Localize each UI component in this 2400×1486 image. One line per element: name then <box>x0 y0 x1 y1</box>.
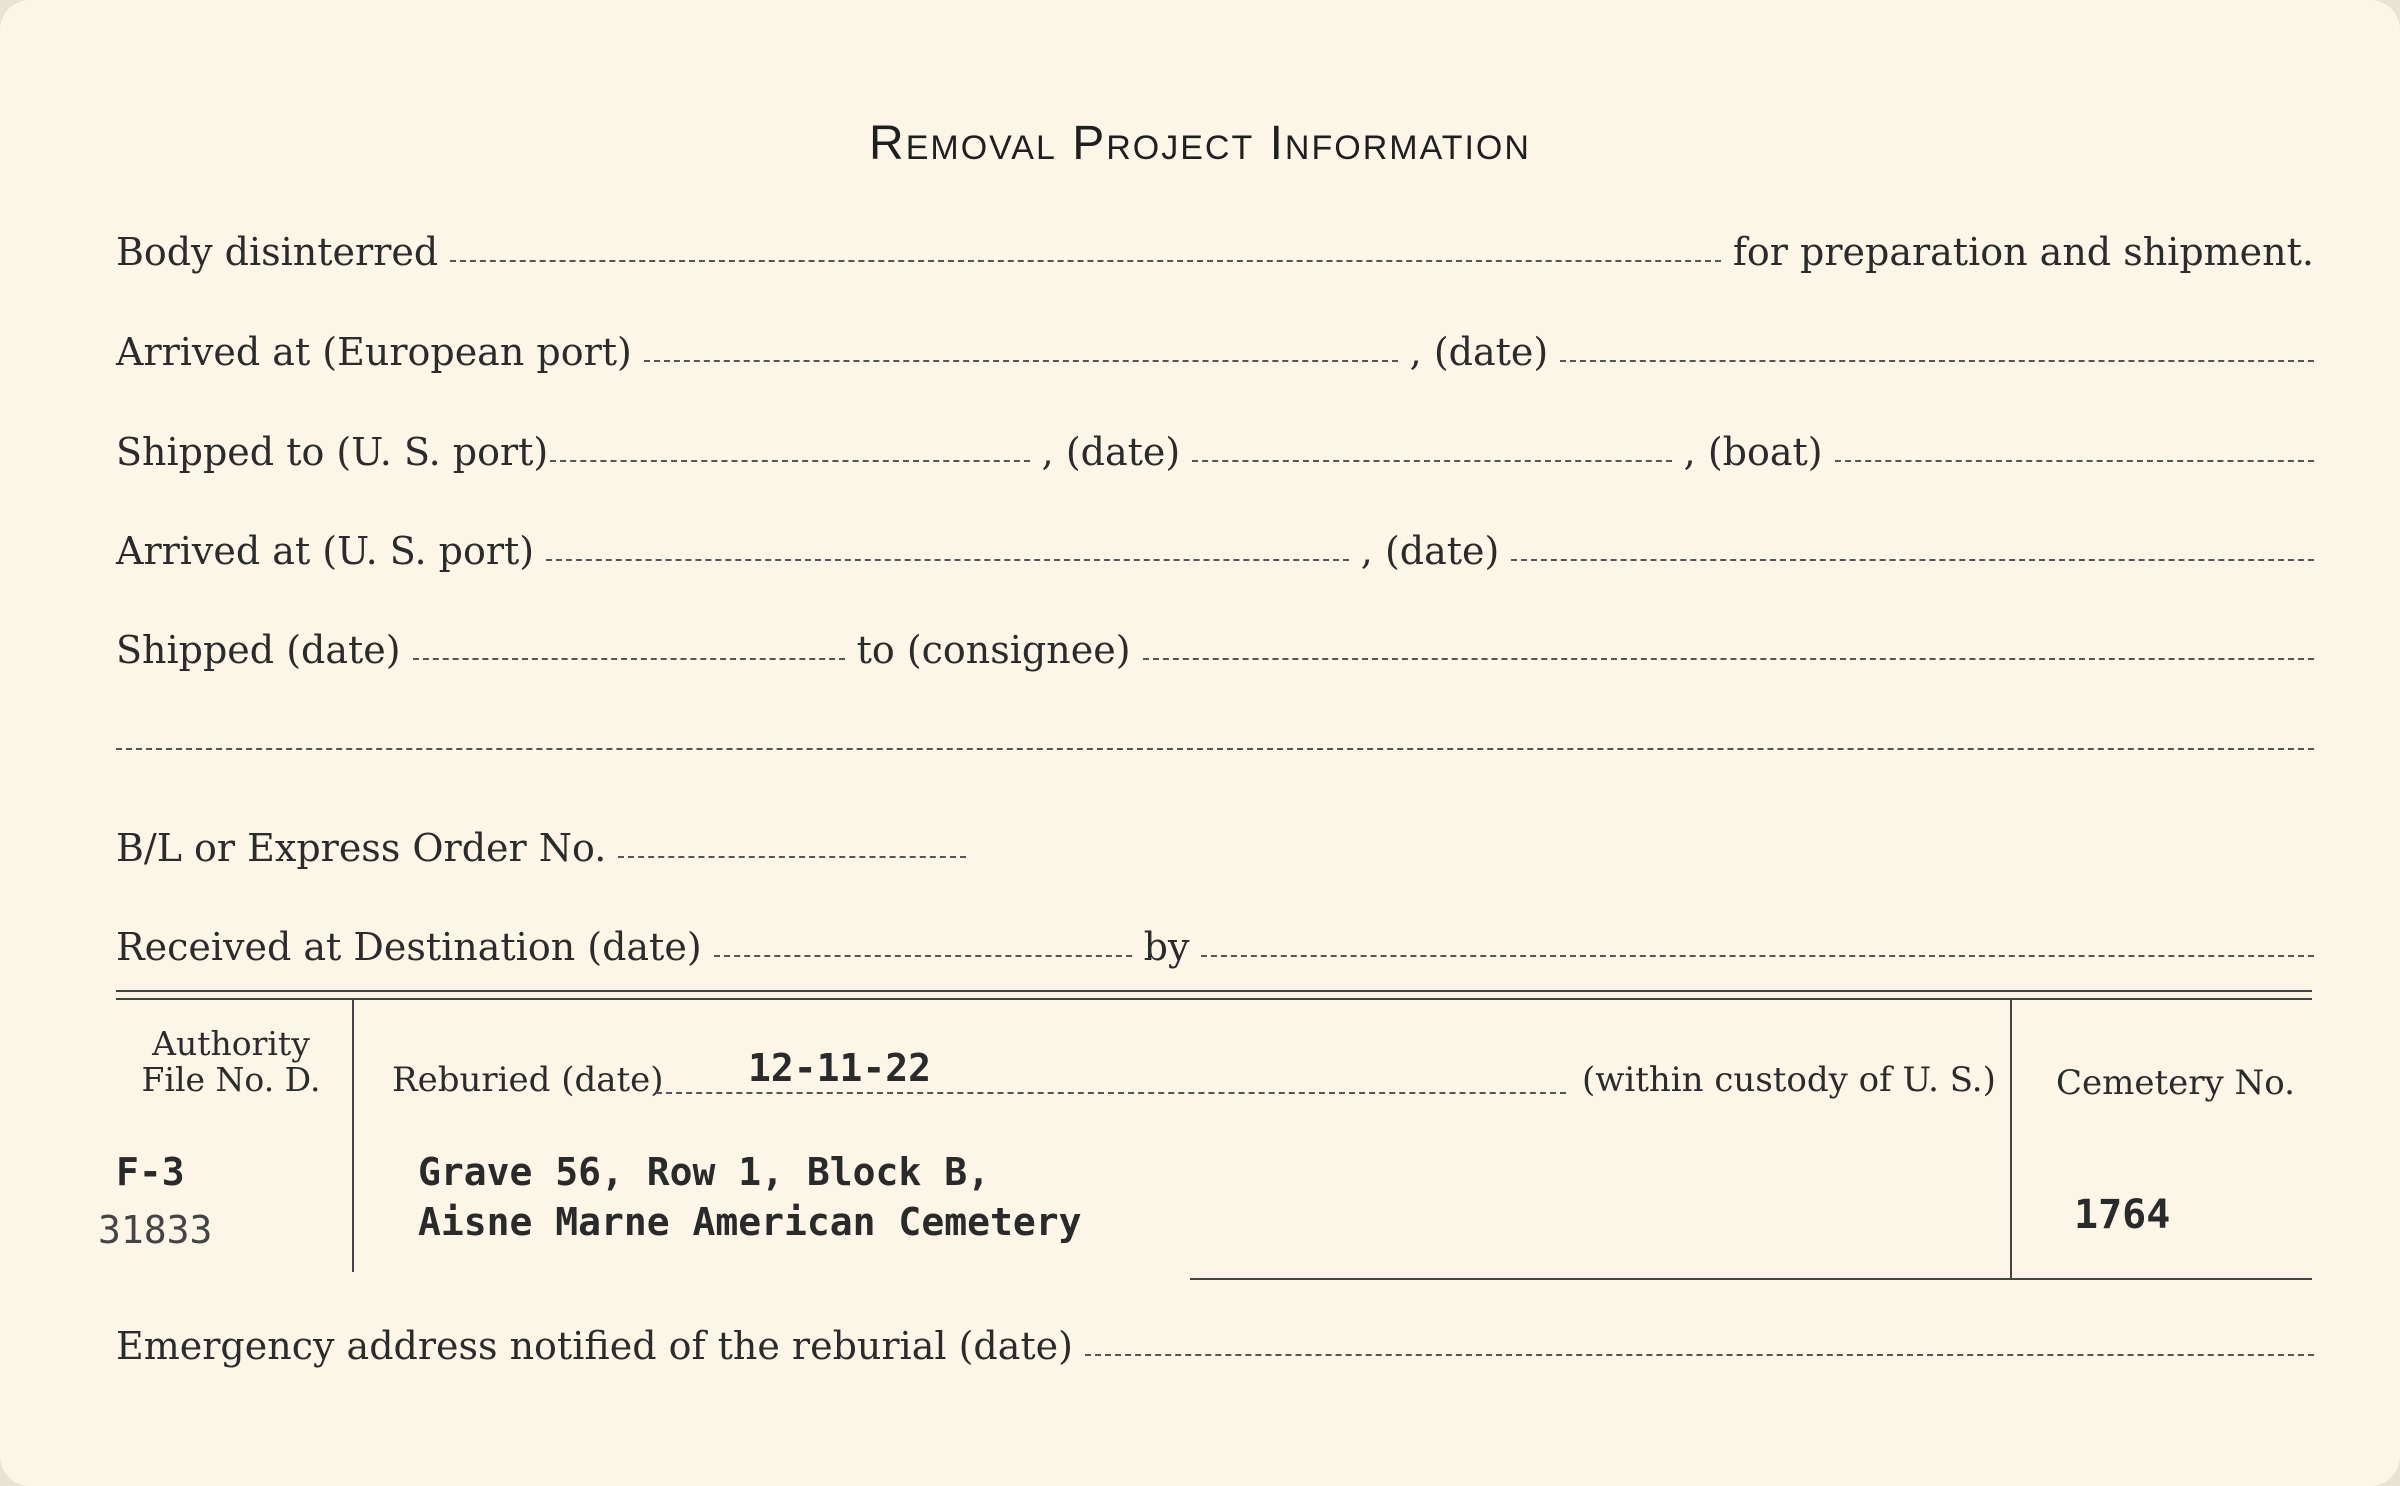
european-port-field[interactable] <box>644 338 1398 362</box>
arrived-european-date-label: , (date) <box>1409 330 1549 374</box>
reburied-label: Reburied (date) <box>392 1060 664 1100</box>
authority-file-code: F-3 <box>116 1150 185 1194</box>
emergency-row <box>116 1322 2314 1370</box>
body-disinterred-row <box>116 228 2314 276</box>
cemetery-no-label: Cemetery No. <box>2056 1063 2295 1103</box>
section-divider-top <box>116 990 2312 992</box>
cemetery-column-divider <box>2010 1000 2012 1278</box>
body-disinterred-field[interactable] <box>450 238 1721 262</box>
received-by-field[interactable] <box>1201 933 2314 957</box>
file-no-label: File No. D. <box>141 1060 321 1099</box>
shipped-to-us-date-field[interactable] <box>1192 438 1671 462</box>
authority-column-divider <box>352 1000 354 1272</box>
emergency-date-field[interactable] <box>1085 1332 2314 1356</box>
arrived-european-date-field[interactable] <box>1560 338 2314 362</box>
bl-order-row <box>116 824 2314 872</box>
grave-location-line2: Aisne Marne American Cemetery <box>418 1200 1082 1244</box>
authority-header <box>116 1026 346 1098</box>
section-divider-bottom <box>116 998 2312 1000</box>
shipped-date-row <box>116 626 2314 674</box>
custody-label: (within custody of U. S.) <box>1582 1060 1996 1100</box>
cemetery-no-value: 1764 <box>2074 1192 2171 1238</box>
shipped-to-us-label: Shipped to (U. S. port) <box>116 430 549 474</box>
reburial-box-bottom-rule <box>1190 1278 2312 1280</box>
bl-order-field[interactable] <box>618 834 966 858</box>
authority-file-number: 31833 <box>98 1208 213 1252</box>
received-row <box>116 923 2314 971</box>
consignee-label: to (consignee) <box>856 628 1131 672</box>
shipped-date-label: Shipped (date) <box>116 628 401 672</box>
arrived-us-date-field[interactable] <box>1511 537 2314 561</box>
consignee-continuation-row <box>116 726 2314 764</box>
shipped-to-us-date-label: , (date) <box>1041 430 1181 474</box>
consignee-continuation-field[interactable] <box>116 726 2314 750</box>
shipped-to-us-row <box>116 428 2314 476</box>
reburied-date-value[interactable]: 12-11-22 <box>748 1046 932 1090</box>
arrived-us-date-label: , (date) <box>1360 529 1500 573</box>
by-label: by <box>1143 925 1190 969</box>
boat-field[interactable] <box>1835 438 2314 462</box>
boat-label: , (boat) <box>1683 430 1823 474</box>
reburied-date-line <box>656 1092 1566 1094</box>
authority-label: Authority <box>152 1024 310 1063</box>
consignee-field[interactable] <box>1143 636 2314 660</box>
shipped-date-field[interactable] <box>413 636 845 660</box>
page-title: Removal Project Information <box>869 117 1531 170</box>
emergency-label: Emergency address notified of the reburial (date) <box>116 1324 1073 1368</box>
received-label: Received at Destination (date) <box>116 925 702 969</box>
preparation-shipment-label: for preparation and shipment. <box>1732 230 2314 274</box>
us-port-field[interactable] <box>550 438 1029 462</box>
arrived-european-row <box>116 328 2314 376</box>
bl-order-label: B/L or Express Order No. <box>116 826 607 870</box>
arrived-us-row <box>116 527 2314 575</box>
grave-location-line1: Grave 56, Row 1, Block B, <box>418 1150 990 1194</box>
arrived-us-port-field[interactable] <box>546 537 1349 561</box>
body-disinterred-label: Body disinterred <box>116 230 439 274</box>
arrived-european-label: Arrived at (European port) <box>116 330 632 374</box>
arrived-us-label: Arrived at (U. S. port) <box>116 529 535 573</box>
received-date-field[interactable] <box>714 933 1132 957</box>
